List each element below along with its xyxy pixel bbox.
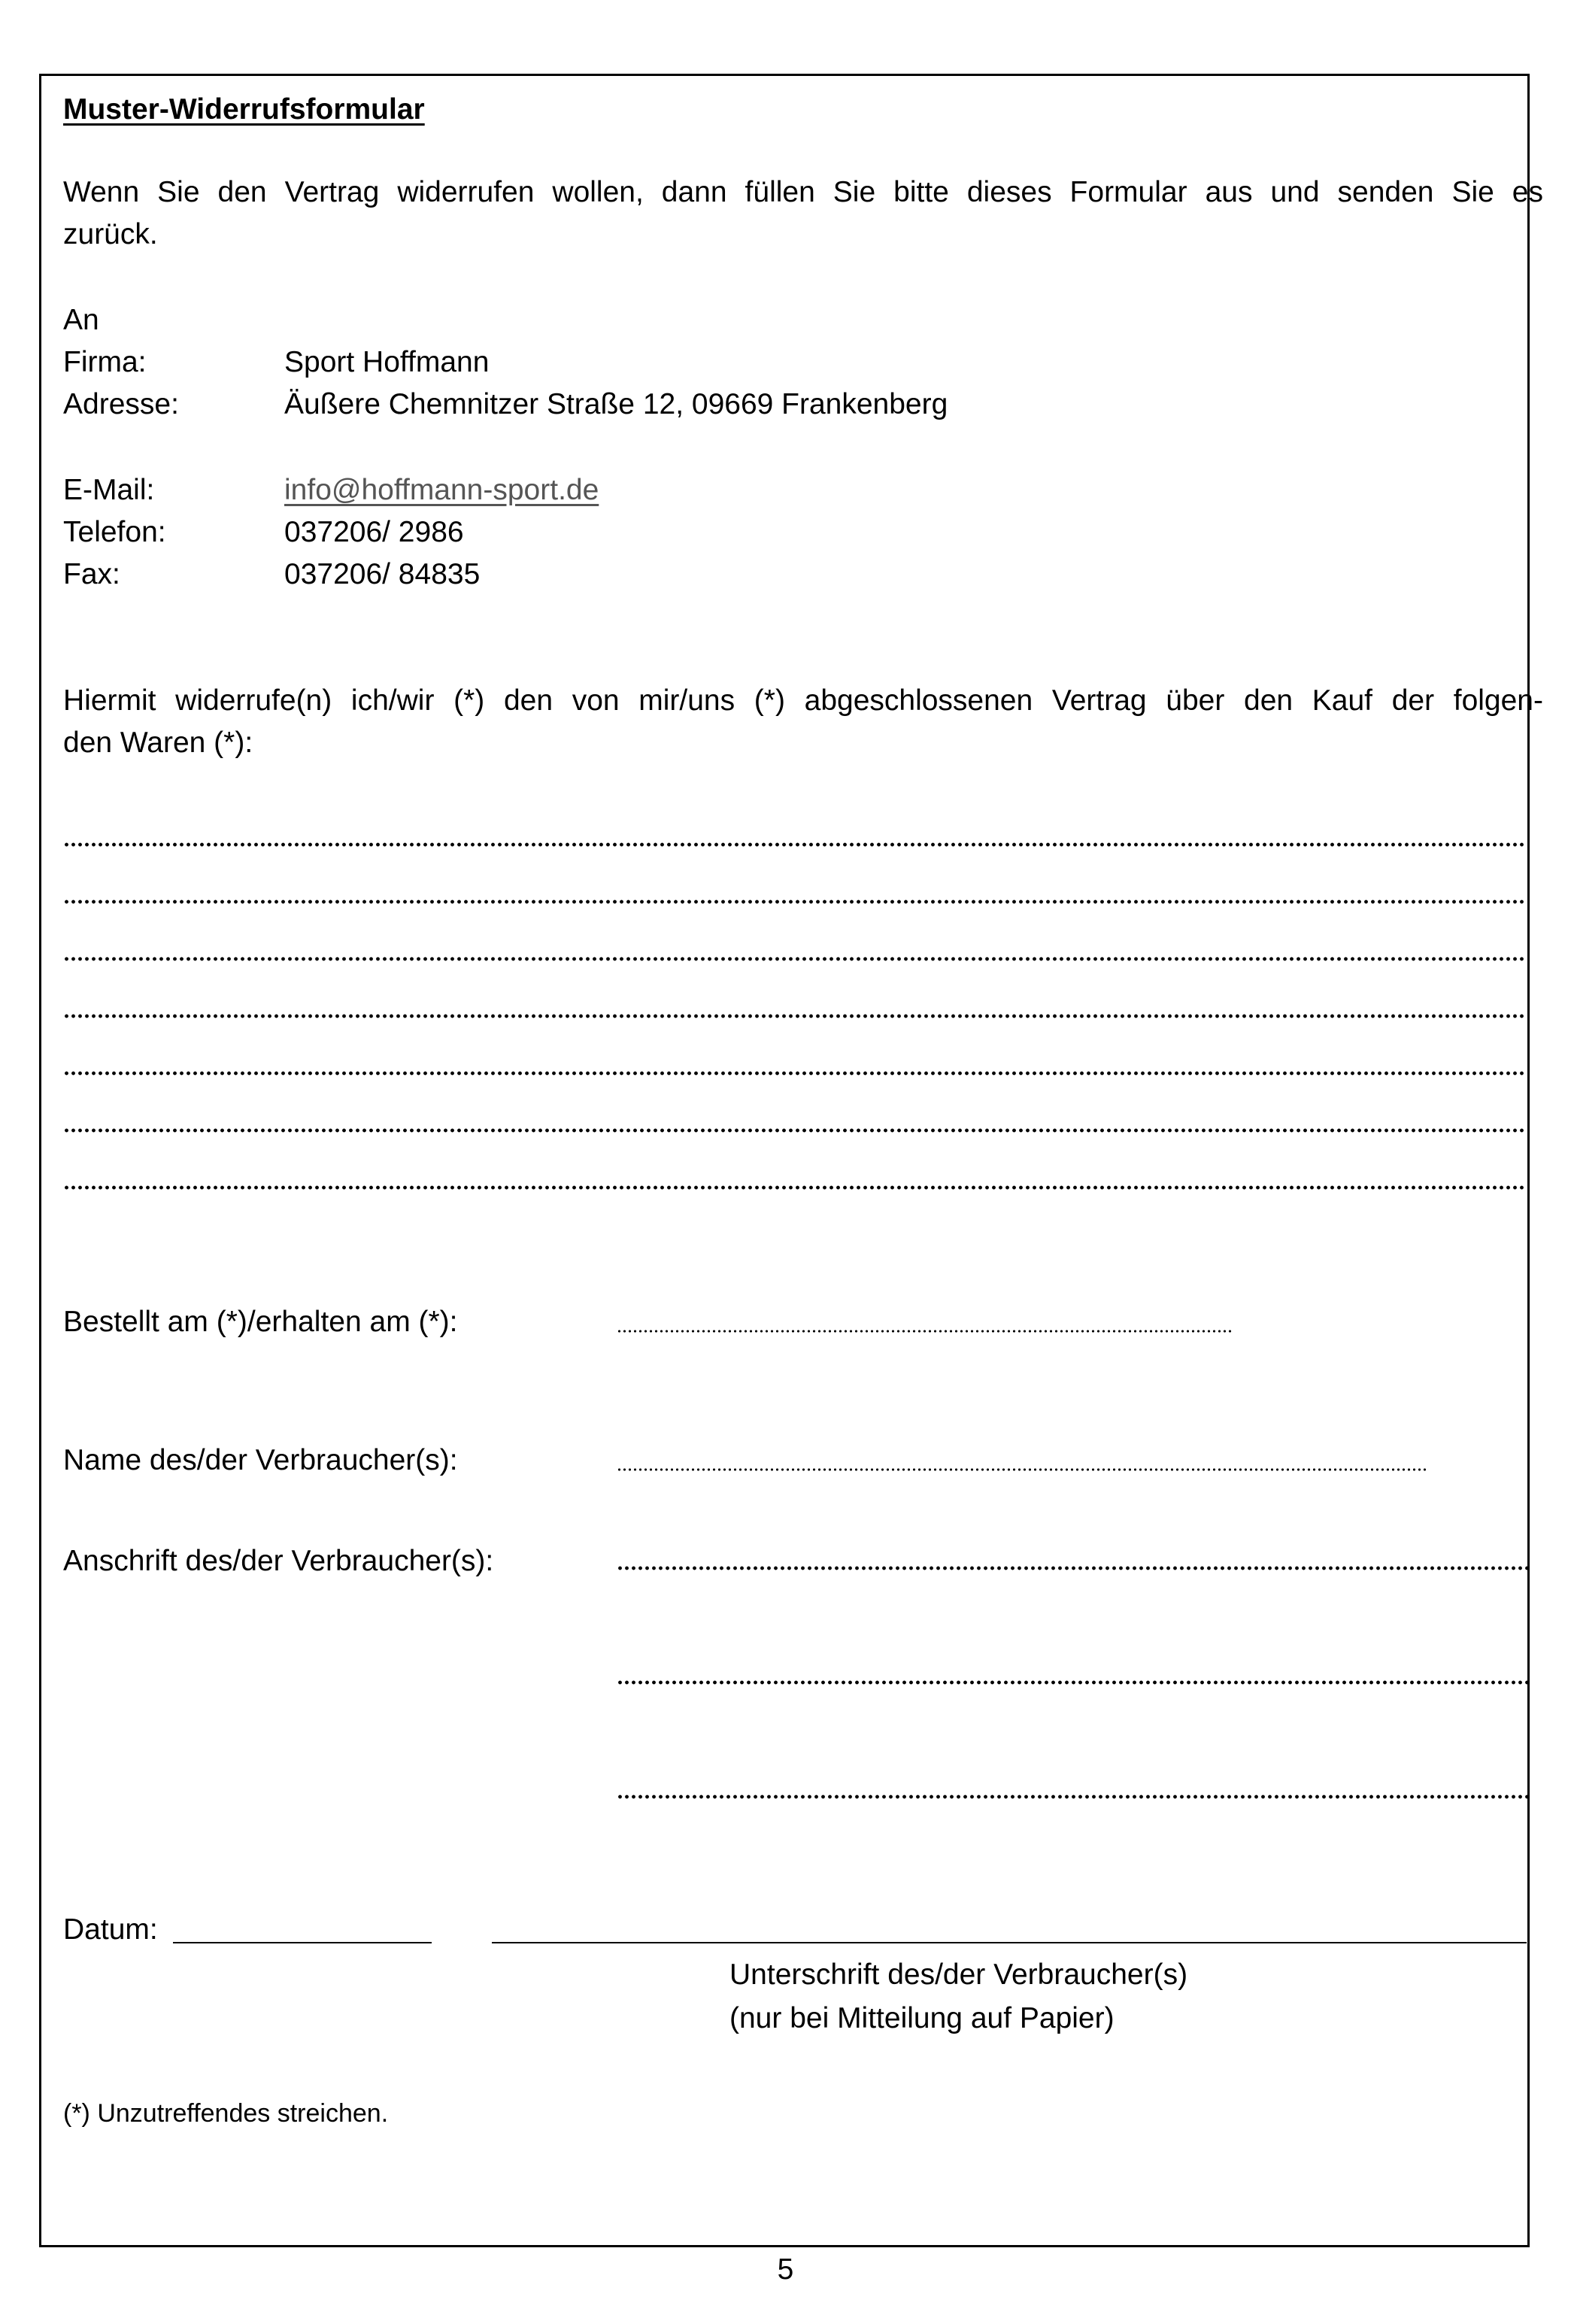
goods-entry-line[interactable]: [63, 957, 1525, 961]
signature-caption-line2: (nur bei Mitteilung auf Papier): [729, 2002, 1115, 2034]
consumer-address-label: Anschrift des/der Verbraucher(s):: [63, 1545, 494, 1577]
signature-caption-line1: Unterschrift des/der Verbraucher(s): [729, 1958, 1188, 1991]
address-label: Adresse:: [63, 388, 179, 420]
company-value: Sport Hoffmann: [284, 346, 490, 378]
intro-text-line1: Wenn Sie den Vertrag widerrufen wollen, dann füllen Sie bitte dieses Formular aus und senden Sie es: [63, 176, 1543, 208]
goods-entry-line[interactable]: [63, 1014, 1525, 1018]
email-label: E-Mail:: [63, 474, 155, 506]
goods-entry-line[interactable]: [63, 1128, 1525, 1133]
phone-value: 037206/ 2986: [284, 516, 464, 548]
withdrawal-statement-line2: den Waren (*):: [63, 727, 253, 759]
goods-entry-line[interactable]: [63, 900, 1525, 904]
email-link[interactable]: info@hoffmann-sport.de: [284, 474, 599, 506]
footnote: (*) Unzutreffendes streichen.: [63, 2099, 389, 2128]
ordered-received-label: Bestellt am (*)/erhalten am (*):: [63, 1306, 458, 1338]
fax-label: Fax:: [63, 558, 120, 590]
goods-entry-line[interactable]: [63, 842, 1525, 847]
address-value: Äußere Chemnitzer Straße 12, 09669 Frankenberg: [284, 388, 948, 420]
ordered-received-field[interactable]: [617, 1330, 1233, 1333]
form-title: Muster-Widerrufsformular: [63, 93, 425, 126]
consumer-name-label: Name des/der Verbraucher(s):: [63, 1444, 458, 1476]
consumer-address-field[interactable]: [617, 1566, 1528, 1570]
goods-entry-line[interactable]: [63, 1071, 1525, 1076]
consumer-address-field[interactable]: [617, 1680, 1528, 1685]
goods-entry-line[interactable]: [63, 1185, 1525, 1190]
consumer-name-field[interactable]: [617, 1468, 1426, 1471]
date-label: Datum:: [63, 1913, 158, 1946]
date-field[interactable]: [173, 1942, 432, 1943]
recipient-heading: An: [63, 304, 99, 336]
page-number: 5: [777, 2253, 794, 2286]
consumer-address-field[interactable]: [617, 1795, 1528, 1799]
withdrawal-statement-line1: Hiermit widerrufe(n) ich/wir (*) den von mir/uns (*) abgeschlossenen Vertrag über den Kauf der folgen-: [63, 684, 1543, 717]
signature-field[interactable]: [492, 1942, 1527, 1943]
fax-value: 037206/ 84835: [284, 558, 481, 590]
company-label: Firma:: [63, 346, 147, 378]
intro-text-line2: zurück.: [63, 218, 158, 250]
phone-label: Telefon:: [63, 516, 166, 548]
